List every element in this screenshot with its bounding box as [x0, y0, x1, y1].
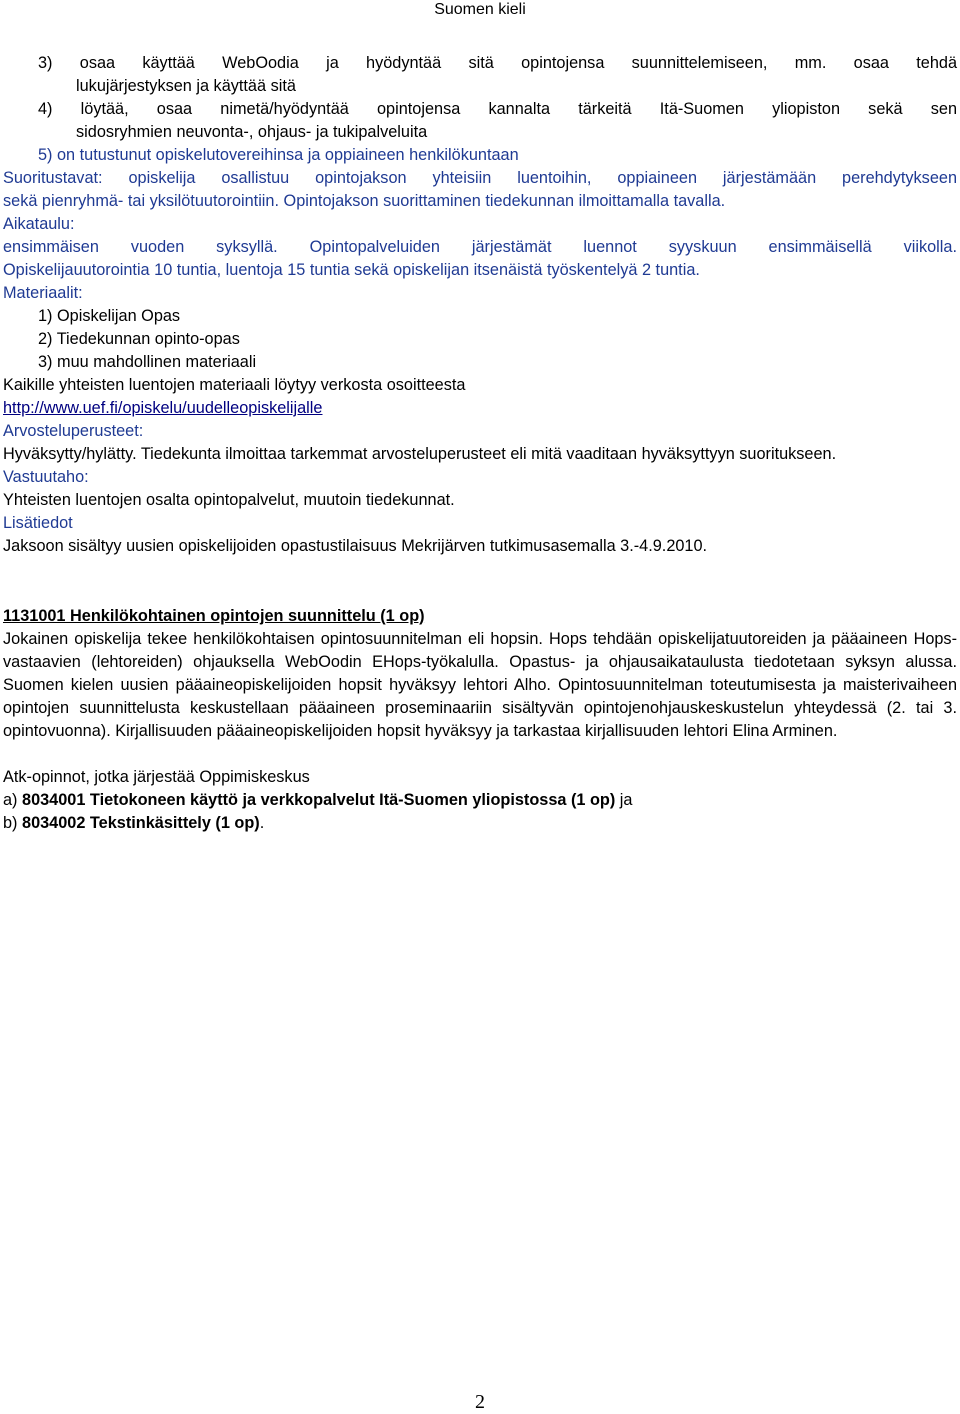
- arvostelu-heading: Arvosteluperusteet:: [3, 422, 144, 440]
- outcome-item-3-cont: lukujärjestyksen ja käyttää sitä: [76, 77, 296, 95]
- outcome-item-4: 4) löytää, osaa nimetä/hyödyntää opintojensa kannalta tärkeitä Itä-Suomen yliopiston sekä sen: [38, 100, 957, 118]
- atk-course-b: 8034002 Tekstinkäsittely (1 op): [22, 814, 260, 832]
- outcome-item-3: 3) osaa käyttää WebOodia ja hyödyntää sitä opintojensa suunnittelemiseen, mm. osaa tehdä: [38, 54, 957, 72]
- outcome-item-5: 5) on tutustunut opiskelutovereihinsa ja oppiaineen henkilökuntaan: [38, 146, 519, 164]
- vastuutaho-text: Yhteisten luentojen osalta opintopalvelut, muutoin tiedekunnat.: [3, 491, 455, 509]
- aikataulu-heading: Aikataulu:: [3, 215, 75, 233]
- materiaali-item-3: 3) muu mahdollinen materiaali: [38, 353, 257, 371]
- outcome-item-4-cont: sidosryhmien neuvonta-, ohjaus- ja tukipalveluita: [76, 123, 428, 141]
- atk-item-a: a) 8034001 Tietokoneen käyttö ja verkkopalvelut Itä-Suomen yliopistossa (1 op) ja: [3, 791, 633, 809]
- suoritustavat-line-1: Suoritustavat: opiskelija osallistuu opintojakson yhteisiin luentoihin, oppiaineen järjestämään perehdytykseen: [3, 169, 957, 187]
- page-number: 2: [475, 1391, 485, 1413]
- lisatiedot-heading: Lisätiedot: [3, 514, 73, 532]
- atk-item-b: b) 8034002 Tekstinkäsittely (1 op).: [3, 814, 265, 832]
- atk-course-a: 8034001 Tietokoneen käyttö ja verkkopalvelut Itä-Suomen yliopistossa (1 op): [22, 791, 616, 809]
- materiaalit-heading: Materiaalit:: [3, 284, 83, 302]
- aikataulu-line-2: Opiskelijauutorointia 10 tuntia, luentoja 15 tuntia sekä opiskelijan itsenäistä työskentelyä 2 tuntia.: [3, 261, 700, 279]
- materials-link[interactable]: http://www.uef.fi/opiskelu/uudelleopiskelijalle: [3, 399, 323, 417]
- lisatiedot-text: Jaksoon sisältyy uusien opiskelijoiden opastustilaisuus Mekrijärven tutkimusasemalla 3.-4.9.2010.: [3, 537, 708, 555]
- aikataulu-line-1: ensimmäisen vuoden syksyllä. Opintopalveluiden järjestämät luennot syyskuun ensimmäisellä viikolla.: [3, 238, 957, 256]
- course-title: 1131001 Henkilökohtainen opintojen suunnittelu (1 op): [3, 607, 425, 625]
- page-header: Suomen kieli: [434, 1, 526, 18]
- vastuutaho-heading: Vastuutaho:: [3, 468, 89, 486]
- document-body: [3, 52, 957, 835]
- course-description: Jokainen opiskelija tekee henkilökohtaisen opintosuunnitelman eli hopsin. Hops tehdään opiskelijatuutoreiden ja pääaineen Hops-vastaavien (lehtoreiden) ohjauksella WebOodin EHops-työkalulla. Opastus- ja ohjausaikataulusta tiedotetaan syksyn alussa. Suomen kielen uusien pääaineopiskelijoiden hopsit hyväksyy lehtori Alho. Opintosuunnitelman toteutumisesta ja maisterivaiheen opintojen suunnittelusta keskustellaan pääaineen proseminaariin sisältyvän opintojenohjauskeskustelun yhteydessä (2. tai 3. opintovuonna). Kirjallisuuden pääaineopiskelijoiden hopsit hyväksyy ja tarkastaa kirjallisuuden lehtori Elina Arminen.: [3, 630, 957, 740]
- suoritustavat-line-2: sekä pienryhmä- tai yksilötuutorointiin. Opintojakson suorittaminen tiedekunnan ilmoittamalla tavalla.: [3, 192, 726, 210]
- materiaali-item-1: 1) Opiskelijan Opas: [38, 307, 181, 325]
- atk-intro: Atk-opinnot, jotka järjestää Oppimiskeskus: [3, 768, 310, 786]
- materiaalit-note: Kaikille yhteisten luentojen materiaali löytyy verkosta osoitteesta: [3, 376, 466, 394]
- materiaali-item-2: 2) Tiedekunnan opinto-opas: [38, 330, 240, 348]
- arvostelu-text: Hyväksytty/hylätty. Tiedekunta ilmoittaa tarkemmat arvosteluperusteet eli mitä vaaditaan hyväksyttyyn suoritukseen.: [3, 445, 837, 463]
